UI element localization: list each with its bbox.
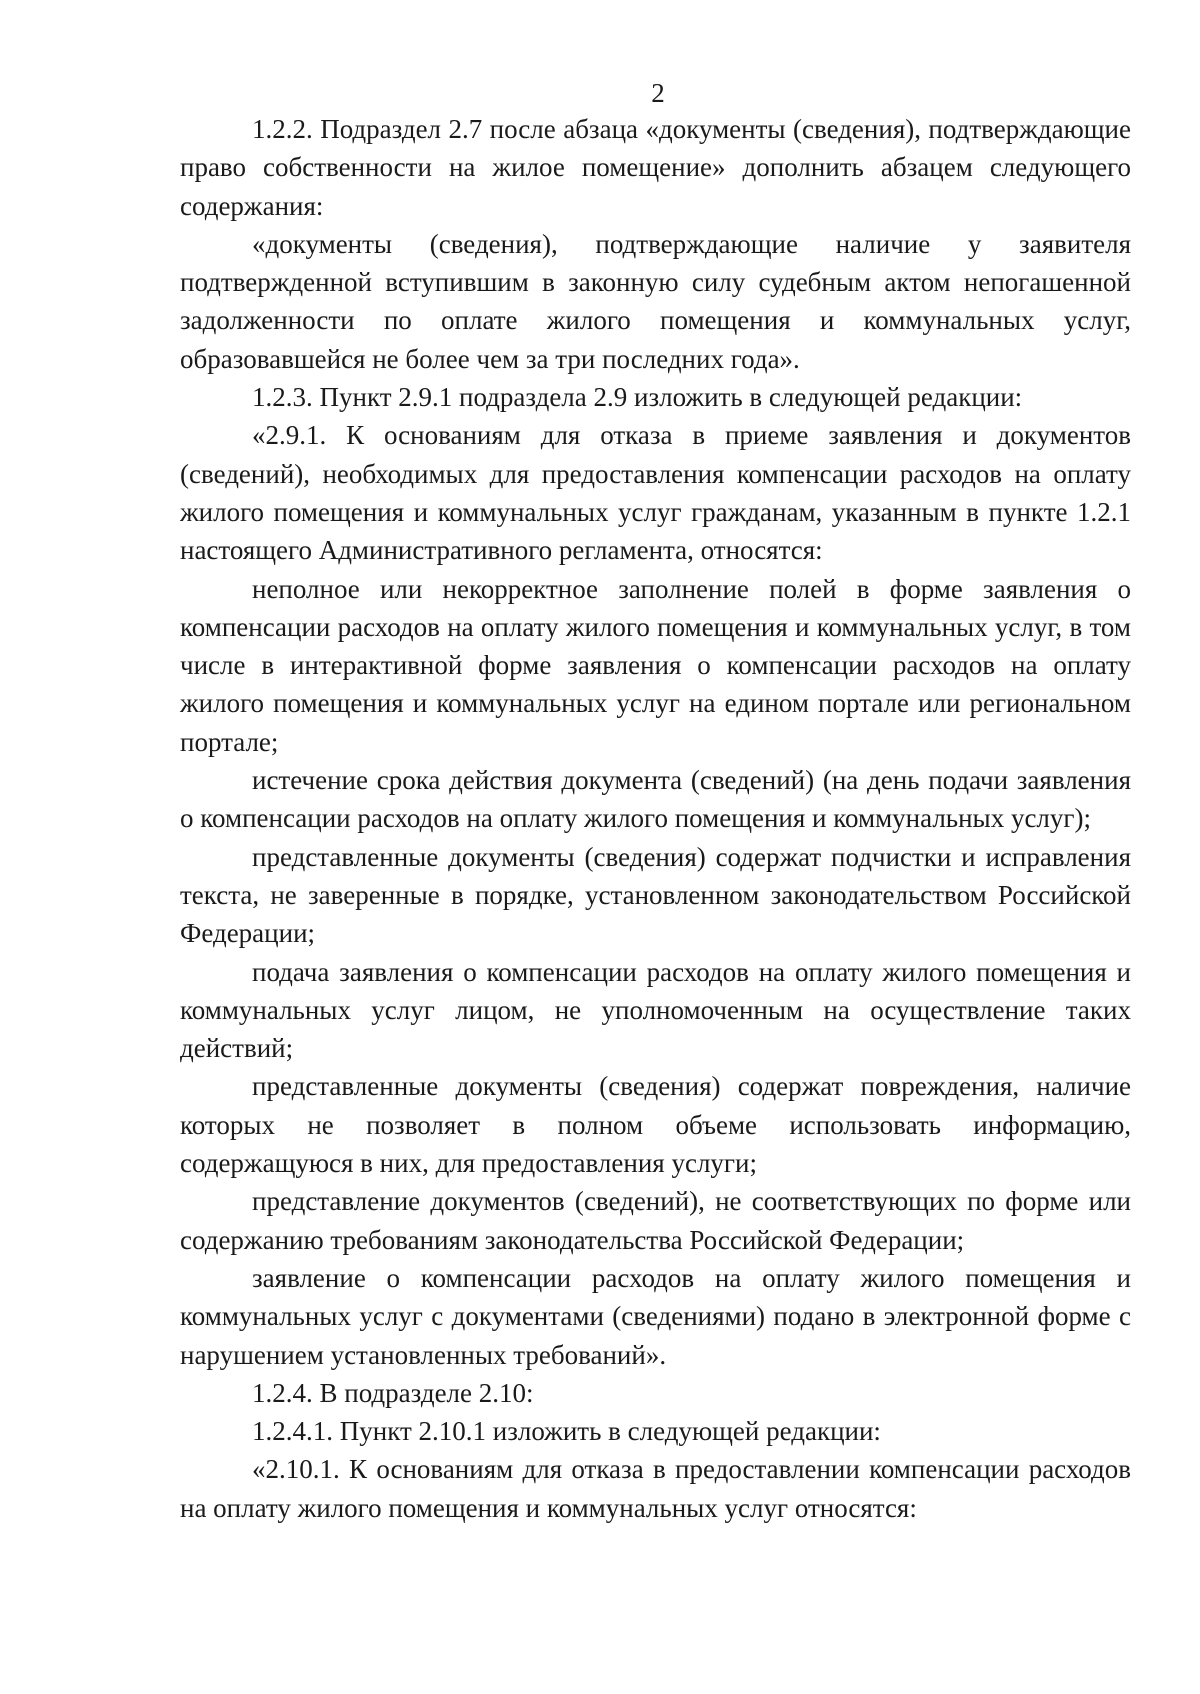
paragraph: представленные документы (сведения) содержат повреждения, наличие которых не позволяет в полном объеме использовать информацию, содержащуюся в них, для предоставления услуги; — [180, 1071, 1131, 1179]
paragraph: 1.2.4. В подразделе 2.10: — [252, 1377, 534, 1408]
paragraph: 1.2.2. Подраздел 2.7 после абзаца «документы (сведения), подтверждающие право собственности на жилое помещение» дополнить абзацем следующего содержания: — [180, 114, 1131, 221]
paragraph: истечение срока действия документа (сведений) (на день подачи заявления о компенсации расходов на оплату жилого помещения и коммунальных услуг); — [180, 765, 1131, 834]
paragraph: неполное или некорректное заполнение полей в форме заявления о компенсации расходов на оплату жилого помещения и коммунальных услуг, в том числе в интерактивной форме заявления о компенсации расходов на оплату жилого помещения и коммунальных услуг на едином портале или региональном портале; — [180, 573, 1131, 757]
paragraph: представленные документы (сведения) содержат подчистки и исправления текста, не заверенные в порядке, установленном законодательством Российской Федерации; — [180, 841, 1131, 949]
page-number: 2 — [651, 78, 665, 108]
document-body — [180, 110, 1131, 1527]
paragraph: «документы (сведения), подтверждающие наличие у заявителя подтвержденной вступившим в законную силу судебным актом непогашенной задолженности по оплате жилого помещения и коммунальных услуг, образовавшейся не более чем за три последних года». — [180, 228, 1131, 374]
paragraph: подача заявления о компенсации расходов на оплату жилого помещения и коммунальных услуг лицом, не уполномоченным на осуществление таких действий; — [180, 956, 1131, 1064]
paragraph: заявление о компенсации расходов на оплату жилого помещения и коммунальных услуг с документами (сведениями) подано в электронной форме с нарушением установленных требований». — [180, 1262, 1131, 1370]
paragraph: 1.2.3. Пункт 2.9.1 подраздела 2.9 изложить в следующей редакции: — [252, 382, 1023, 413]
paragraph: 1.2.4.1. Пункт 2.10.1 изложить в следующей редакции: — [252, 1416, 881, 1447]
paragraph: «2.9.1. К основаниям для отказа в приеме заявления и документов (сведений), необходимых для предоставления компенсации расходов на оплату жилого помещения и коммунальных услуг гражданам, указанным в пункте 1.2.1 настоящего Административного регламента, относятся: — [180, 420, 1131, 566]
paragraph: «2.10.1. К основаниям для отказа в предоставлении компенсации расходов на оплату жилого помещения и коммунальных услуг относятся: — [180, 1454, 1131, 1523]
paragraph: представление документов (сведений), не соответствующих по форме или содержанию требованиям законодательства Российской Федерации; — [180, 1186, 1131, 1255]
